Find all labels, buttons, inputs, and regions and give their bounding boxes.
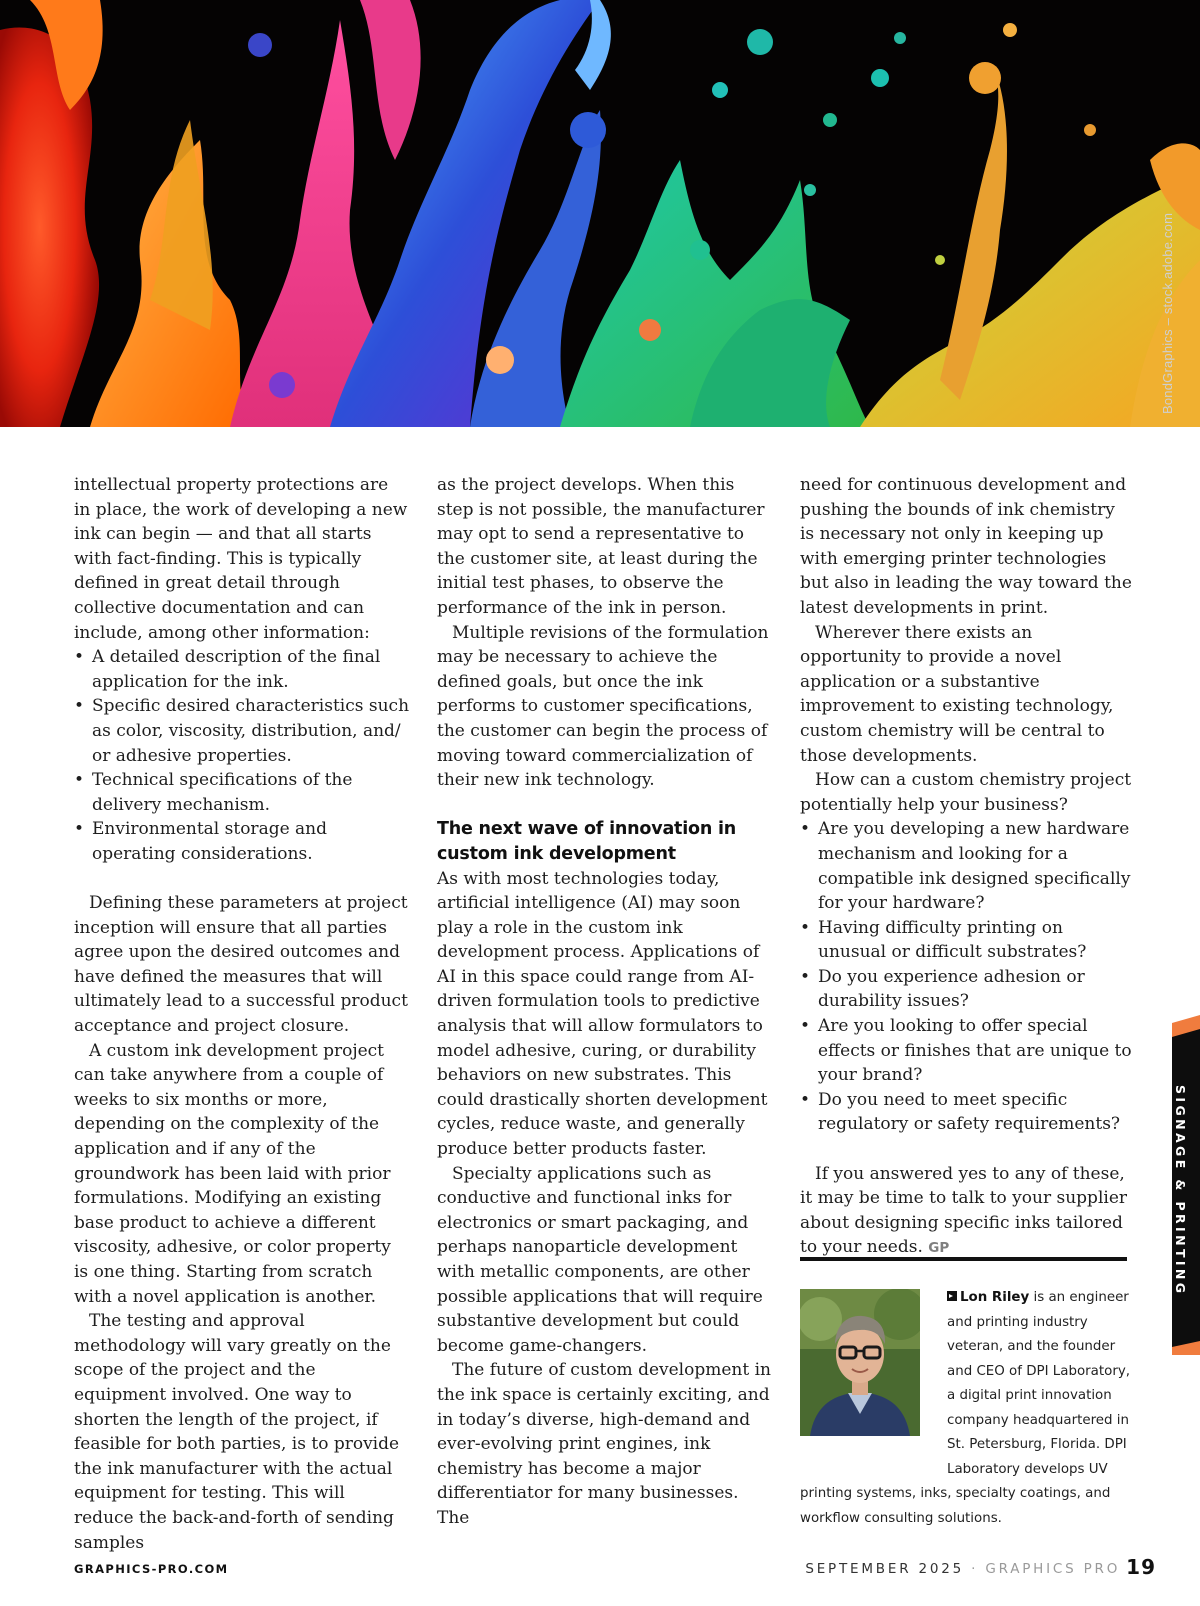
bio-marker-icon [947, 1291, 957, 1301]
paragraph [437, 867, 773, 1162]
paragraph [74, 1309, 409, 1555]
paragraph-text: as the project develops. When this step is not possible, the manufacturer may opt to send a representative to the customer site, at least during the initial test phases, to observe the performance of the ink in person. [437, 475, 765, 618]
image-credit: BondGraphics – stock.adobe.com [1160, 212, 1175, 414]
paragraph-spacer [800, 1137, 1132, 1162]
footer-folio [805, 1555, 1156, 1579]
paragraph-text: As with most technologies today, artificial intelligence (AI) may soon play a role in the custom ink development process. Applications of AI in this space could range from AI-driven formulation tools to predictive analysis that will allow formulators to model adhesive, curing, or durability behaviors on new substrates. This could drastically shorten development cycles, reduce waste, and generally produce better products faster. [437, 868, 768, 1160]
footer-publication: GRAPHICS PRO [985, 1561, 1121, 1577]
bullet-icon: • [74, 647, 85, 668]
hero-image [0, 0, 1200, 427]
list-item [800, 1014, 1132, 1088]
list-item [800, 1088, 1132, 1137]
list-item-text: Environmental storage and operating considerations. [92, 819, 328, 864]
paragraph [74, 891, 409, 1039]
paragraph-text: How can a custom chemistry project potentially help your business? [800, 770, 1132, 815]
list-item [74, 768, 409, 817]
author-bio-text: is an engineer and printing industry veteran, and the founder and CEO of DPI Laboratory, a digital print innovation company headquartered in St. Petersburg, Florida. DPI Laboratory develops UV printing systems, inks, specialty coatings, and workflow consulting solutions. [800, 1290, 1131, 1526]
list-item-text: Do you need to meet specific regulatory or safety requirements? [818, 1089, 1121, 1135]
paragraph-text: Specialty applications such as conductive and functional inks for electronics or smart packaging, and perhaps nanoparticle development with metallic components, are other possible applications that will require substantive development but could become game-changers. [437, 1163, 763, 1356]
list-item-text: Having difficulty printing on unusual or difficult substrates? [818, 917, 1087, 963]
article-column-1 [74, 473, 409, 1555]
bullet-icon: • [800, 966, 811, 987]
list-item-text: Do you experience adhesion or durability issues? [818, 966, 1085, 1012]
bullet-icon: • [74, 819, 85, 840]
bullet-icon: • [800, 917, 811, 938]
list-item-text: Are you developing a new hardware mechanism and looking for a compatible ink designed specifically for your hardware? [818, 819, 1131, 914]
list-item-text: Technical specifications of the delivery mechanism. [92, 770, 353, 815]
footer-website: GRAPHICS-PRO.COM [74, 1562, 229, 1576]
article-column-3 [800, 473, 1132, 1261]
paragraph-text: intellectual property protections are in place, the work of developing a new ink can begin — and that all starts with fact-finding. This is typically defined in great detail through collective documentation and can include, among other information: [74, 475, 408, 643]
paragraph [800, 768, 1132, 817]
paragraph [800, 473, 1132, 621]
bullet-icon: • [74, 696, 85, 717]
list-item-text: Specific desired characteristics such as color, viscosity, distribution, and/ or adhesive properties. [92, 696, 410, 766]
paragraph-text: Defining these parameters at project inception will ensure that all parties agree upon the desired outcomes and have defined the measures that will ultimately lead to a successful product acceptance and project closure. [74, 893, 408, 1037]
list-item [74, 694, 409, 768]
paragraph-text: need for continuous development and pushing the bounds of ink chemistry is necessary not only in keeping up with emerging printer technologies but also in leading the way toward the latest developments in print. [800, 475, 1132, 618]
bullet-list [800, 817, 1132, 1137]
bullet-icon: • [800, 819, 811, 840]
list-item [800, 817, 1132, 915]
section-tab-label: SIGNAGE & PRINTING [1173, 1085, 1188, 1297]
page-number: 19 [1126, 1555, 1156, 1579]
bio-divider [800, 1257, 1127, 1261]
section-heading: The next wave of innovation in custom ink development [437, 819, 737, 864]
article-column-2 [437, 473, 773, 1531]
footer-separator: · [971, 1561, 979, 1577]
bullet-icon: • [800, 1089, 811, 1110]
author-name: Lon Riley [960, 1290, 1030, 1305]
paragraph-text: A custom ink development project can take anywhere from a couple of weeks to six months or more, depending on the complexity of the application and if any of the groundwork has been laid with prior formulations. Modifying an existing base product to achieve a different viscosity, adhesive, or color property is one thing. Starting from scratch with a novel application is another. [74, 1040, 391, 1307]
paragraph-spacer [437, 793, 773, 818]
bullet-icon: • [800, 1016, 811, 1037]
end-mark: GP [928, 1240, 950, 1257]
paragraph [800, 621, 1132, 769]
paragraph-text: Wherever there exists an opportunity to provide a novel application or a substantive improvement to existing technology, custom chemistry will be central to those developments. [800, 622, 1114, 766]
author-bio [800, 1286, 1130, 1531]
paragraph [800, 1162, 1132, 1261]
paragraph [437, 1358, 773, 1530]
list-item-text: Are you looking to offer special effects or finishes that are unique to your brand? [818, 1016, 1132, 1086]
paragraph-text: If you answered yes to any of these, it may be time to talk to your supplier about designing specific inks tailored to your needs. [800, 1163, 1128, 1258]
bullet-list [74, 645, 409, 866]
paragraph [74, 1039, 409, 1310]
paragraph [437, 1162, 773, 1359]
list-item [74, 817, 409, 866]
bullet-icon: • [74, 770, 85, 791]
footer-issue: SEPTEMBER 2025 [805, 1561, 965, 1577]
list-item-text: A detailed description of the final application for the ink. [92, 647, 381, 692]
ink-splash-illustration [0, 0, 1200, 427]
paragraph [437, 621, 773, 793]
paragraph-text: Multiple revisions of the formulation may be necessary to achieve the defined goals, but once the ink performs to customer specifications, the customer can begin the process of moving toward commercialization of their new ink technology. [437, 622, 769, 791]
paragraph-text: The testing and approval methodology will vary greatly on the scope of the project and the equipment involved. One way to shorten the length of the project, if feasible for both parties, is to provide the ink manufacturer with the actual equipment for testing. This will reduce the back-and-forth of sending samples [74, 1311, 400, 1553]
list-item [800, 965, 1132, 1014]
paragraph-spacer [74, 867, 409, 892]
list-item [74, 645, 409, 694]
list-item [800, 916, 1132, 965]
paragraph [74, 473, 409, 645]
paragraph [437, 473, 773, 621]
paragraph-text: The future of custom development in the ink space is certainly exciting, and in today’s diverse, high-demand and ever-evolving print engines, ink chemistry has become a major differentiator for many businesses. The [437, 1360, 771, 1528]
